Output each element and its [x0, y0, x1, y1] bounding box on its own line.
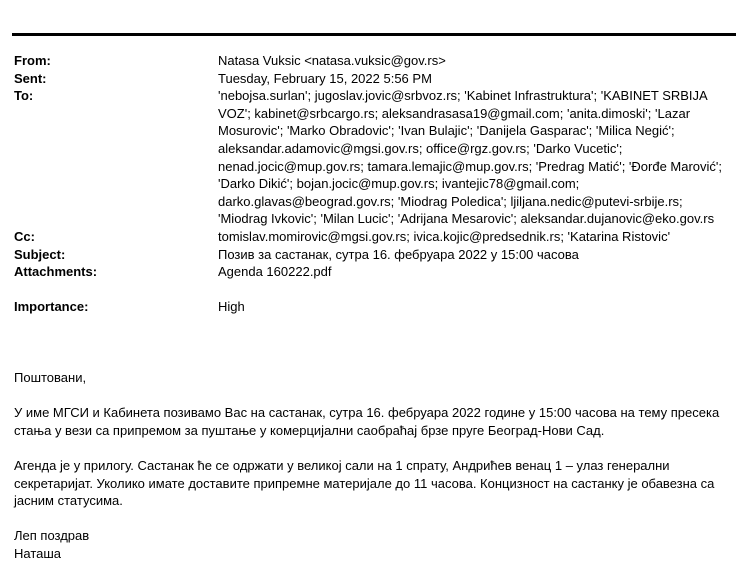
email-header	[14, 52, 730, 315]
sent-row	[14, 70, 730, 88]
header-spacer	[14, 281, 730, 298]
cc-row	[14, 228, 730, 246]
cc-label: Cc:	[14, 228, 35, 244]
to-label: To:	[14, 88, 34, 104]
attachments-row	[14, 263, 730, 281]
subject-row	[14, 246, 730, 264]
email-body	[14, 369, 734, 563]
signature: Наташа	[14, 545, 62, 561]
sent-value: Tuesday, February 15, 2022 5:56 PM	[218, 70, 432, 86]
header-divider	[12, 33, 736, 36]
attachments-label: Attachments:	[14, 264, 98, 280]
subject-label: Subject:	[14, 246, 66, 262]
attachment-link[interactable]: Agenda 160222.pdf	[218, 264, 332, 280]
importance-row	[14, 298, 730, 316]
to-value: 'nebojsa.surlan'; jugoslav.jovic@srbvoz.rs; 'Kabinet Infrastruktura'; 'KABINET SRBIJA VOZ'; kabinet@srbcargo.rs; aleksandrasasa19@gmail.com; 'anita.dimoski'; 'Lazar Mosurovic'; 'Marko Obradovic'; 'Ivan Bulajic'; 'Danijela Gasparac'; 'Milica Negić'; aleksandar.adamovic@mgsi.gov.rs; office@rgz.gov.rs; 'Darko Vucetic'; nenad.jocic@mup.gov.rs; tamara.lemajic@mup.gov.rs; 'Predrag Matić'; 'Đorđe Marović'; 'Darko Dikić'; bojan.jocic@mup.gov.rs; ivantejic78@gmail.com; darko.glavas@beograd.gov.rs; 'Miodrag Poledica'; ljiljana.nedic@putevi-srbije.rs; 'Miodrag Ivkovic'; 'Milan Lucic'; 'Adrijana Mesarovic'; aleksandar.dujanovic@eko.gov.rs	[218, 88, 723, 227]
sent-label: Sent:	[14, 70, 47, 86]
cc-value: tomislav.momirovic@mgsi.gov.rs; ivica.kojic@predsednik.rs; 'Katarina Ristovic'	[218, 228, 671, 244]
closing: Леп поздрав	[14, 528, 90, 544]
body-paragraph-2: Агенда је у прилогу. Састанак ће се одржати у великој сали на 1 спрату, Андрићев венац 1 – улаз генерални секретаријат. Уколико имате доставите припремне материјале до 11 часова. Концизност на састанку је обавезна са јасним статусима.	[14, 457, 715, 509]
from-row	[14, 52, 730, 70]
to-row	[14, 87, 730, 228]
body-paragraph-1: У име МГСИ и Кабинета позивамо Вас на састанак, сутра 16. фебруара 2022 године у 15:00 часова на тему пресека стања у вези са припремом за пуштање у комерцијални саобраћај брзе пруге Београд-Нови Сад.	[14, 405, 720, 438]
importance-value: High	[218, 298, 245, 314]
greeting: Поштовани,	[14, 370, 87, 385]
importance-label: Importance:	[14, 298, 89, 314]
from-label: From:	[14, 53, 51, 68]
from-value: Natasa Vuksic <natasa.vuksic@gov.rs>	[218, 53, 446, 68]
subject-value: Позив за састанак, сутра 16. фебруара 2022 у 15:00 часова	[218, 246, 579, 262]
